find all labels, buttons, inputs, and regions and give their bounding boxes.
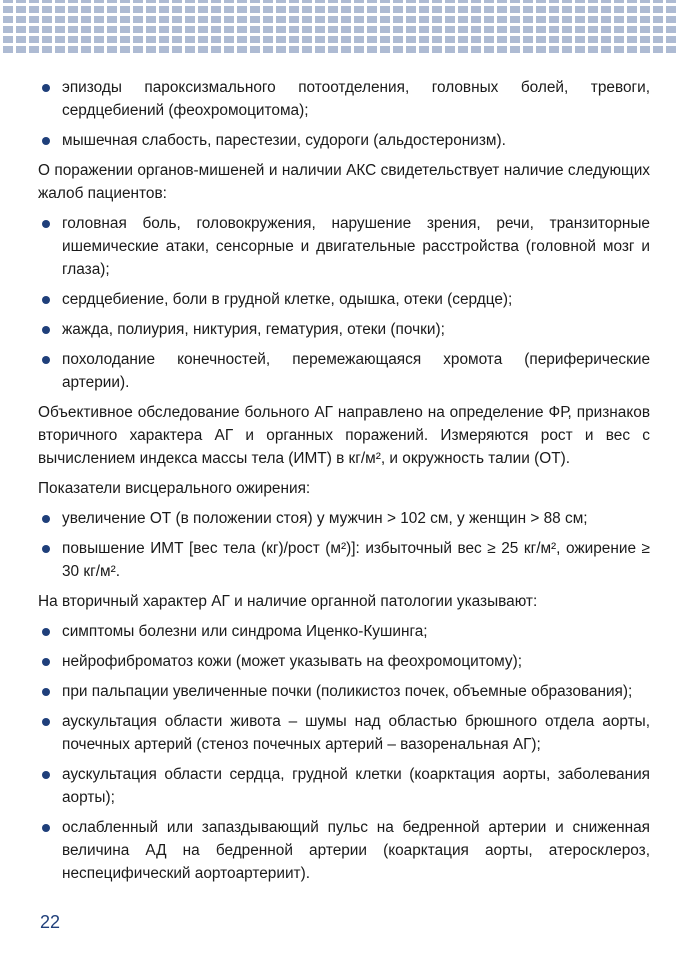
page-content bbox=[38, 76, 650, 892]
list-item bbox=[38, 318, 650, 341]
list-item bbox=[38, 507, 650, 530]
list-item-text: эпизоды пароксизмального потоотделения, головных болей, тревоги, сердцебиений (феохромоцитома); bbox=[62, 79, 650, 119]
list-item bbox=[38, 620, 650, 643]
bullet-icon bbox=[42, 356, 50, 364]
paragraph: О поражении органов-мишеней и наличии АКС свидетельствует наличие следующих жалоб пациентов: bbox=[38, 162, 650, 202]
bullet-icon bbox=[42, 628, 50, 636]
list-item-text: сердцебиение, боли в грудной клетке, одышка, отеки (сердце); bbox=[62, 291, 513, 308]
list-item bbox=[38, 763, 650, 809]
bullet-icon bbox=[42, 718, 50, 726]
list-item-text: жажда, полиурия, никтурия, гематурия, отеки (почки); bbox=[62, 321, 445, 338]
list-item-text: аускультация области сердца, грудной клетки (коарктация аорты, заболевания аорты); bbox=[62, 766, 650, 806]
bullet-icon bbox=[42, 296, 50, 304]
list-item bbox=[38, 680, 650, 703]
list-item bbox=[38, 348, 650, 394]
list-item bbox=[38, 76, 650, 122]
list-item-text: симптомы болезни или синдрома Иценко-Кушинга; bbox=[62, 623, 428, 640]
list-item-text: при пальпации увеличенные почки (поликистоз почек, объемные образования); bbox=[62, 683, 633, 700]
bullet-icon bbox=[42, 326, 50, 334]
list-item-text: мышечная слабость, парестезии, судороги (альдостеронизм). bbox=[62, 132, 506, 149]
decorative-header-pattern bbox=[0, 0, 676, 56]
bullet-icon bbox=[42, 824, 50, 832]
bullet-icon bbox=[42, 688, 50, 696]
list-item-text: повышение ИМТ [вес тела (кг)/рост (м²)]: избыточный вес ≥ 25 кг/м², ожирение ≥ 30 кг/м². bbox=[62, 540, 650, 580]
list-item-text: головная боль, головокружения, нарушение зрения, речи, транзиторные ишемические атаки, сенсорные и двигательные расстройства (головной мозг и глаза); bbox=[62, 215, 650, 278]
list-item bbox=[38, 650, 650, 673]
bullet-icon bbox=[42, 658, 50, 666]
paragraph: Показатели висцерального ожирения: bbox=[38, 480, 311, 497]
list-item-text: увеличение ОТ (в положении стоя) у мужчин > 102 см, у женщин > 88 см; bbox=[62, 510, 588, 527]
bullet-icon bbox=[42, 515, 50, 523]
list-item bbox=[38, 816, 650, 885]
page-number: 22 bbox=[40, 912, 61, 932]
list-item-text: нейрофиброматоз кожи (может указывать на феохромоцитому); bbox=[62, 653, 523, 670]
list-item-text: ослабленный или запаздывающий пульс на бедренной артерии и сниженная величина АД на бедренной артерии (коарктация аорты, атеросклероз, неспецифический аортоартериит). bbox=[62, 819, 650, 882]
paragraph: На вторичный характер АГ и наличие органной патологии указывают: bbox=[38, 593, 538, 610]
bullet-icon bbox=[42, 137, 50, 145]
bullet-icon bbox=[42, 771, 50, 779]
bullet-icon bbox=[42, 84, 50, 92]
list-item bbox=[38, 537, 650, 583]
list-item bbox=[38, 288, 650, 311]
paragraph: Объективное обследование больного АГ направлено на определение ФР, признаков вторичного характера АГ и органных поражений. Измеряются рост и вес с вычислением индекса массы тела (ИМТ) в кг/м², и окружность талии (ОТ). bbox=[38, 404, 650, 467]
bullet-icon bbox=[42, 545, 50, 553]
list-item bbox=[38, 710, 650, 756]
list-item-text: похолодание конечностей, перемежающаяся хромота (периферические артерии). bbox=[62, 351, 650, 391]
list-item bbox=[38, 212, 650, 281]
bullet-icon bbox=[42, 220, 50, 228]
list-item bbox=[38, 129, 650, 152]
list-item-text: аускультация области живота – шумы над областью брюшного отдела аорты, почечных артерий (стеноз почечных артерий – вазоренальная АГ); bbox=[62, 713, 650, 753]
